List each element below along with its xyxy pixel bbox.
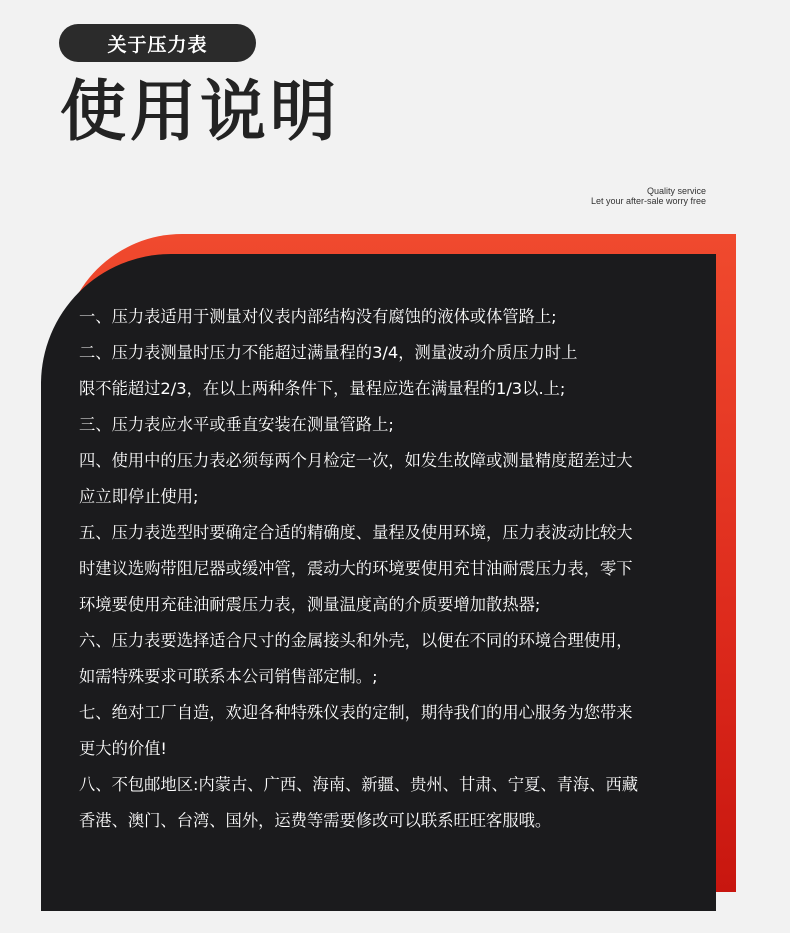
instruction-line: 四、使用中的压力表必须每两个月检定一次，如发生故障或测量精度超差过大 [79, 451, 633, 470]
instruction-line: 更大的价值! [79, 739, 167, 758]
instruction-line: 一、压力表适用于测量对仪表内部结构没有腐蚀的液体或体管路上; [79, 307, 557, 326]
instruction-line: 时建议选购带阻尼器或缓冲管，震动大的环境要使用充甘油耐震压力表，零下 [79, 559, 633, 578]
instruction-line: 五、压力表选型时要确定合适的精确度、量程及使用环境，压力表波动比较大 [79, 523, 633, 542]
instruction-line: 限不能超过2/3，在以上两种条件下，量程应选在满量程的1/3以.上; [79, 379, 566, 398]
instruction-line: 香港、澳门、台湾、国外，运费等需要修改可以联系旺旺客服哦。 [79, 811, 552, 830]
instruction-line: 七、绝对工厂自造，欢迎各种特殊仪表的定制，期待我们的用心服务为您带来 [79, 703, 633, 722]
instruction-line: 二、压力表测量时压力不能超过满量程的3/4，测量波动介质压力时上 [79, 343, 578, 362]
instruction-line: 三、压力表应水平或垂直安装在测量管路上; [79, 415, 394, 434]
service-slogan [591, 186, 706, 206]
service-slogan-line1: Quality service [646, 186, 706, 196]
instructions-text [79, 299, 709, 839]
instruction-line: 环境要使用充硅油耐震压力表，测量温度高的介质要增加散热器; [79, 595, 541, 614]
instruction-line: 应立即停止使用; [79, 487, 199, 506]
instruction-line: 如需特殊要求可联系本公司销售部定制。; [79, 667, 378, 686]
page-title: 使用说明 [60, 73, 340, 150]
service-slogan-line2: Let your after-sale worry free [590, 196, 706, 206]
section-tag [59, 24, 256, 62]
section-tag-label: 关于压力表 [107, 33, 208, 56]
instruction-line: 六、压力表要选择适合尺寸的金属接头和外壳，以便在不同的环境合理使用， [79, 631, 633, 650]
instruction-line: 八、不包邮地区:内蒙古、广西、海南、新疆、贵州、甘肃、宁夏、青海、西藏 [79, 775, 639, 794]
